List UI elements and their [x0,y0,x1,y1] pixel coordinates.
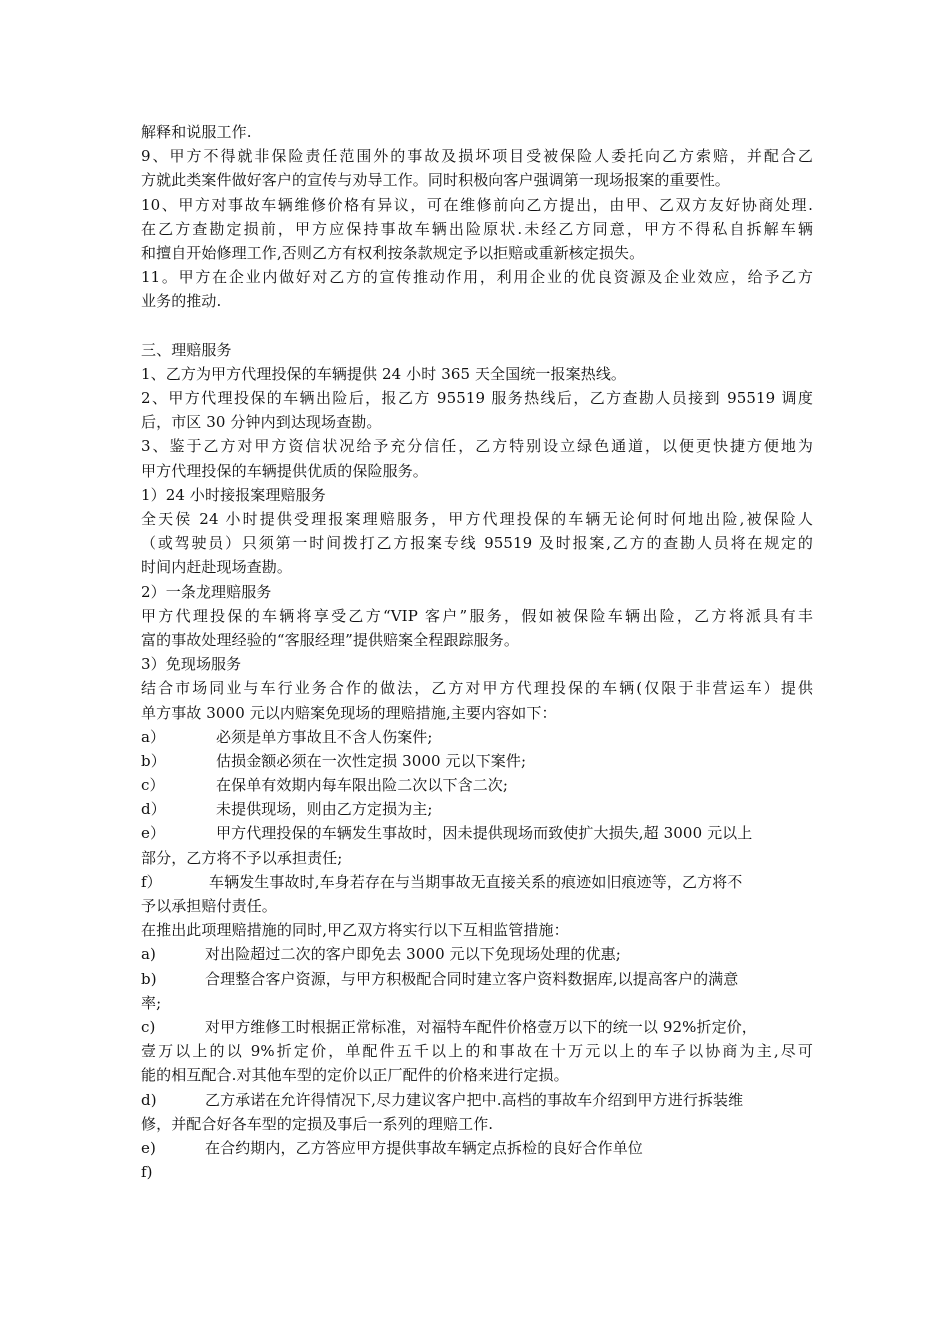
list-item [141,967,813,991]
list-continuation: 予以承担赔付责任。 [141,897,277,915]
list-item [141,725,813,749]
list-continuation: 部分，乙方将不予以承担责任; [141,848,343,867]
clause-9-line-2: 方就此类案件做好客户的宣传与劝导工作。同时积极向客户强调第一现场报案的重要性。 [141,171,730,190]
paragraph-one-stop-line-1: 甲方代理投保的车辆将享受乙方“VIP 客户”服务，假如被保险车辆出险，乙方将派具有丰 [141,606,813,625]
paragraph-no-scene-line-1: 结合市场同业与车行业务合作的做法，乙方对甲方代理投保的车辆(仅限于非营运车）提供 [141,679,813,698]
list-item [141,1160,813,1184]
list-label: c) [141,1017,156,1036]
list-text: 对出险超过二次的客户即免去 3000 元以下免现场处理的优惠; [205,945,621,964]
list-label: a） [141,727,166,746]
list-label: a) [141,945,156,964]
list-text: 车辆发生事故时,车身若存在与当期事故无直接关系的痕迹如旧痕迹等，乙方将不 [209,872,743,891]
list-label: e） [141,824,166,843]
subheading-24h: 1）24 小时接报案理赔服务 [141,485,326,504]
list-text: 对甲方维修工时根据正常标准，对福特车配件价格壹万以下的统一以 92%折定价， [205,1017,757,1036]
section-heading: 三、理赔服务 [141,340,232,359]
blank-line [141,314,813,338]
list-text: 未提供现场，则由乙方定损为主; [216,800,433,819]
list-label: f) [141,1163,153,1182]
clause-10-line-1: 10、甲方对事故车辆维修价格有异议，可在维修前向乙方提出，由甲、乙双方友好协商处理. [141,195,813,214]
list-continuation: 率; [141,993,162,1012]
paragraph-no-scene-line-2: 单方事故 3000 元以内赔案免现场的理赔措施,主要内容如下： [141,703,557,722]
service-1-line-1: 1、乙方为甲方代理投保的车辆提供 24 小时 365 天全国统一报案热线。 [141,364,627,383]
clause-11-line-2: 业务的推动. [141,292,222,311]
list-item [141,797,813,821]
list-continuation: 修，并配合好各车型的定损及事后一系列的理赔工作. [141,1114,494,1133]
list-label: c） [141,776,165,795]
paragraph-24h-line-1: 全天侯 24 小时提供受理报案理赔服务，甲方代理投保的车辆无论何时何地出险,被保险人 [141,510,813,528]
list-label: f） [141,872,162,891]
list-label: b） [141,751,166,770]
list-label: d) [141,1090,157,1109]
service-3-line-2: 甲方代理投保的车辆提供优质的保险服务。 [141,461,428,480]
service-3-line-1: 3、鉴于乙方对甲方资信状况给予充分信任，乙方特别设立绿色通道，以便更快捷方便地为 [141,437,813,456]
subheading-no-scene: 3）免现场服务 [141,655,242,674]
subheading-one-stop: 2）一条龙理赔服务 [141,582,272,601]
list-item [141,942,813,966]
clause-10-line-2: 在乙方查勘定损前，甲方应保持事故车辆出险原状.未经乙方同意，甲方不得私自拆解车辆 [141,219,813,238]
list-label: b) [141,969,157,988]
paragraph-24h-line-3: 时间内赶赴现场查勘。 [141,558,293,577]
service-2-line-2: 后，市区 30 分钟内到达现场查勘。 [141,413,382,432]
list-text: 合理整合客户资源，与甲方积极配合同时建立客户资料数据库,以提高客户的满意 [205,969,739,988]
list-item [141,870,813,894]
list-label: e) [141,1138,156,1157]
list-text: 必须是单方事故且不含人伤案件; [216,727,433,746]
list-text: 甲方代理投保的车辆发生事故时，因未提供现场而致使扩大损失,超 3000 元以上 [216,824,753,843]
list-item [141,749,813,773]
paragraph-24h-line-2: （或驾驶员）只须第一时间拨打乙方报案专线 95519 及时报案,乙方的查勘人员将在规定的 [141,534,813,553]
clause-11-line-1: 11。甲方在企业内做好对乙方的宣传推动作用，利用企业的优良资源及企业效应，给予乙方 [141,268,813,287]
list-item [141,1136,813,1160]
list-continuation: 能的相互配合.对其他车型的定价以正厂配件的价格来进行定损。 [141,1066,569,1085]
list-text: 乙方承诺在允许得情况下,尽力建议客户把中.高档的事故车介绍到甲方进行拆装维 [205,1090,744,1109]
list-item [141,1088,813,1112]
list-text: 在保单有效期内每车限出险二次以下含二次; [216,776,509,795]
list-continuation: 壹万以上的以 9%折定价，单配件五千以上的和事故在十万元以上的车子以协商为主,尽可 [141,1042,813,1061]
document-page [141,120,813,1184]
list-item [141,821,813,845]
text-line: 解释和说服工作. [141,123,252,141]
list-label: d） [141,800,166,819]
list-item [141,773,813,797]
list-item [141,1015,813,1039]
list-text: 估损金额必须在一次性定损 3000 元以下案件; [216,751,527,770]
clause-9-line-1: 9、甲方不得就非保险责任范围外的事故及损坏项目受被保险人委托向乙方索赔，并配合乙 [141,147,813,166]
list-text: 在合约期内，乙方答应甲方提供事故车辆定点拆检的良好合作单位 [205,1138,643,1157]
service-2-line-1: 2、甲方代理投保的车辆出险后，报乙方 95519 服务热线后，乙方查勘人员接到 95519 调度 [141,389,813,408]
clause-10-line-3: 和擅自开始修理工作,否则乙方有权利按条款规定予以拒赔或重新核定损失。 [141,243,645,262]
paragraph-one-stop-line-2: 富的事故处理经验的“客服经理”提供赔案全程跟踪服务。 [141,630,519,649]
paragraph-supervision: 在推出此项理赔措施的同时,甲乙双方将实行以下互相监管措施： [141,921,569,940]
